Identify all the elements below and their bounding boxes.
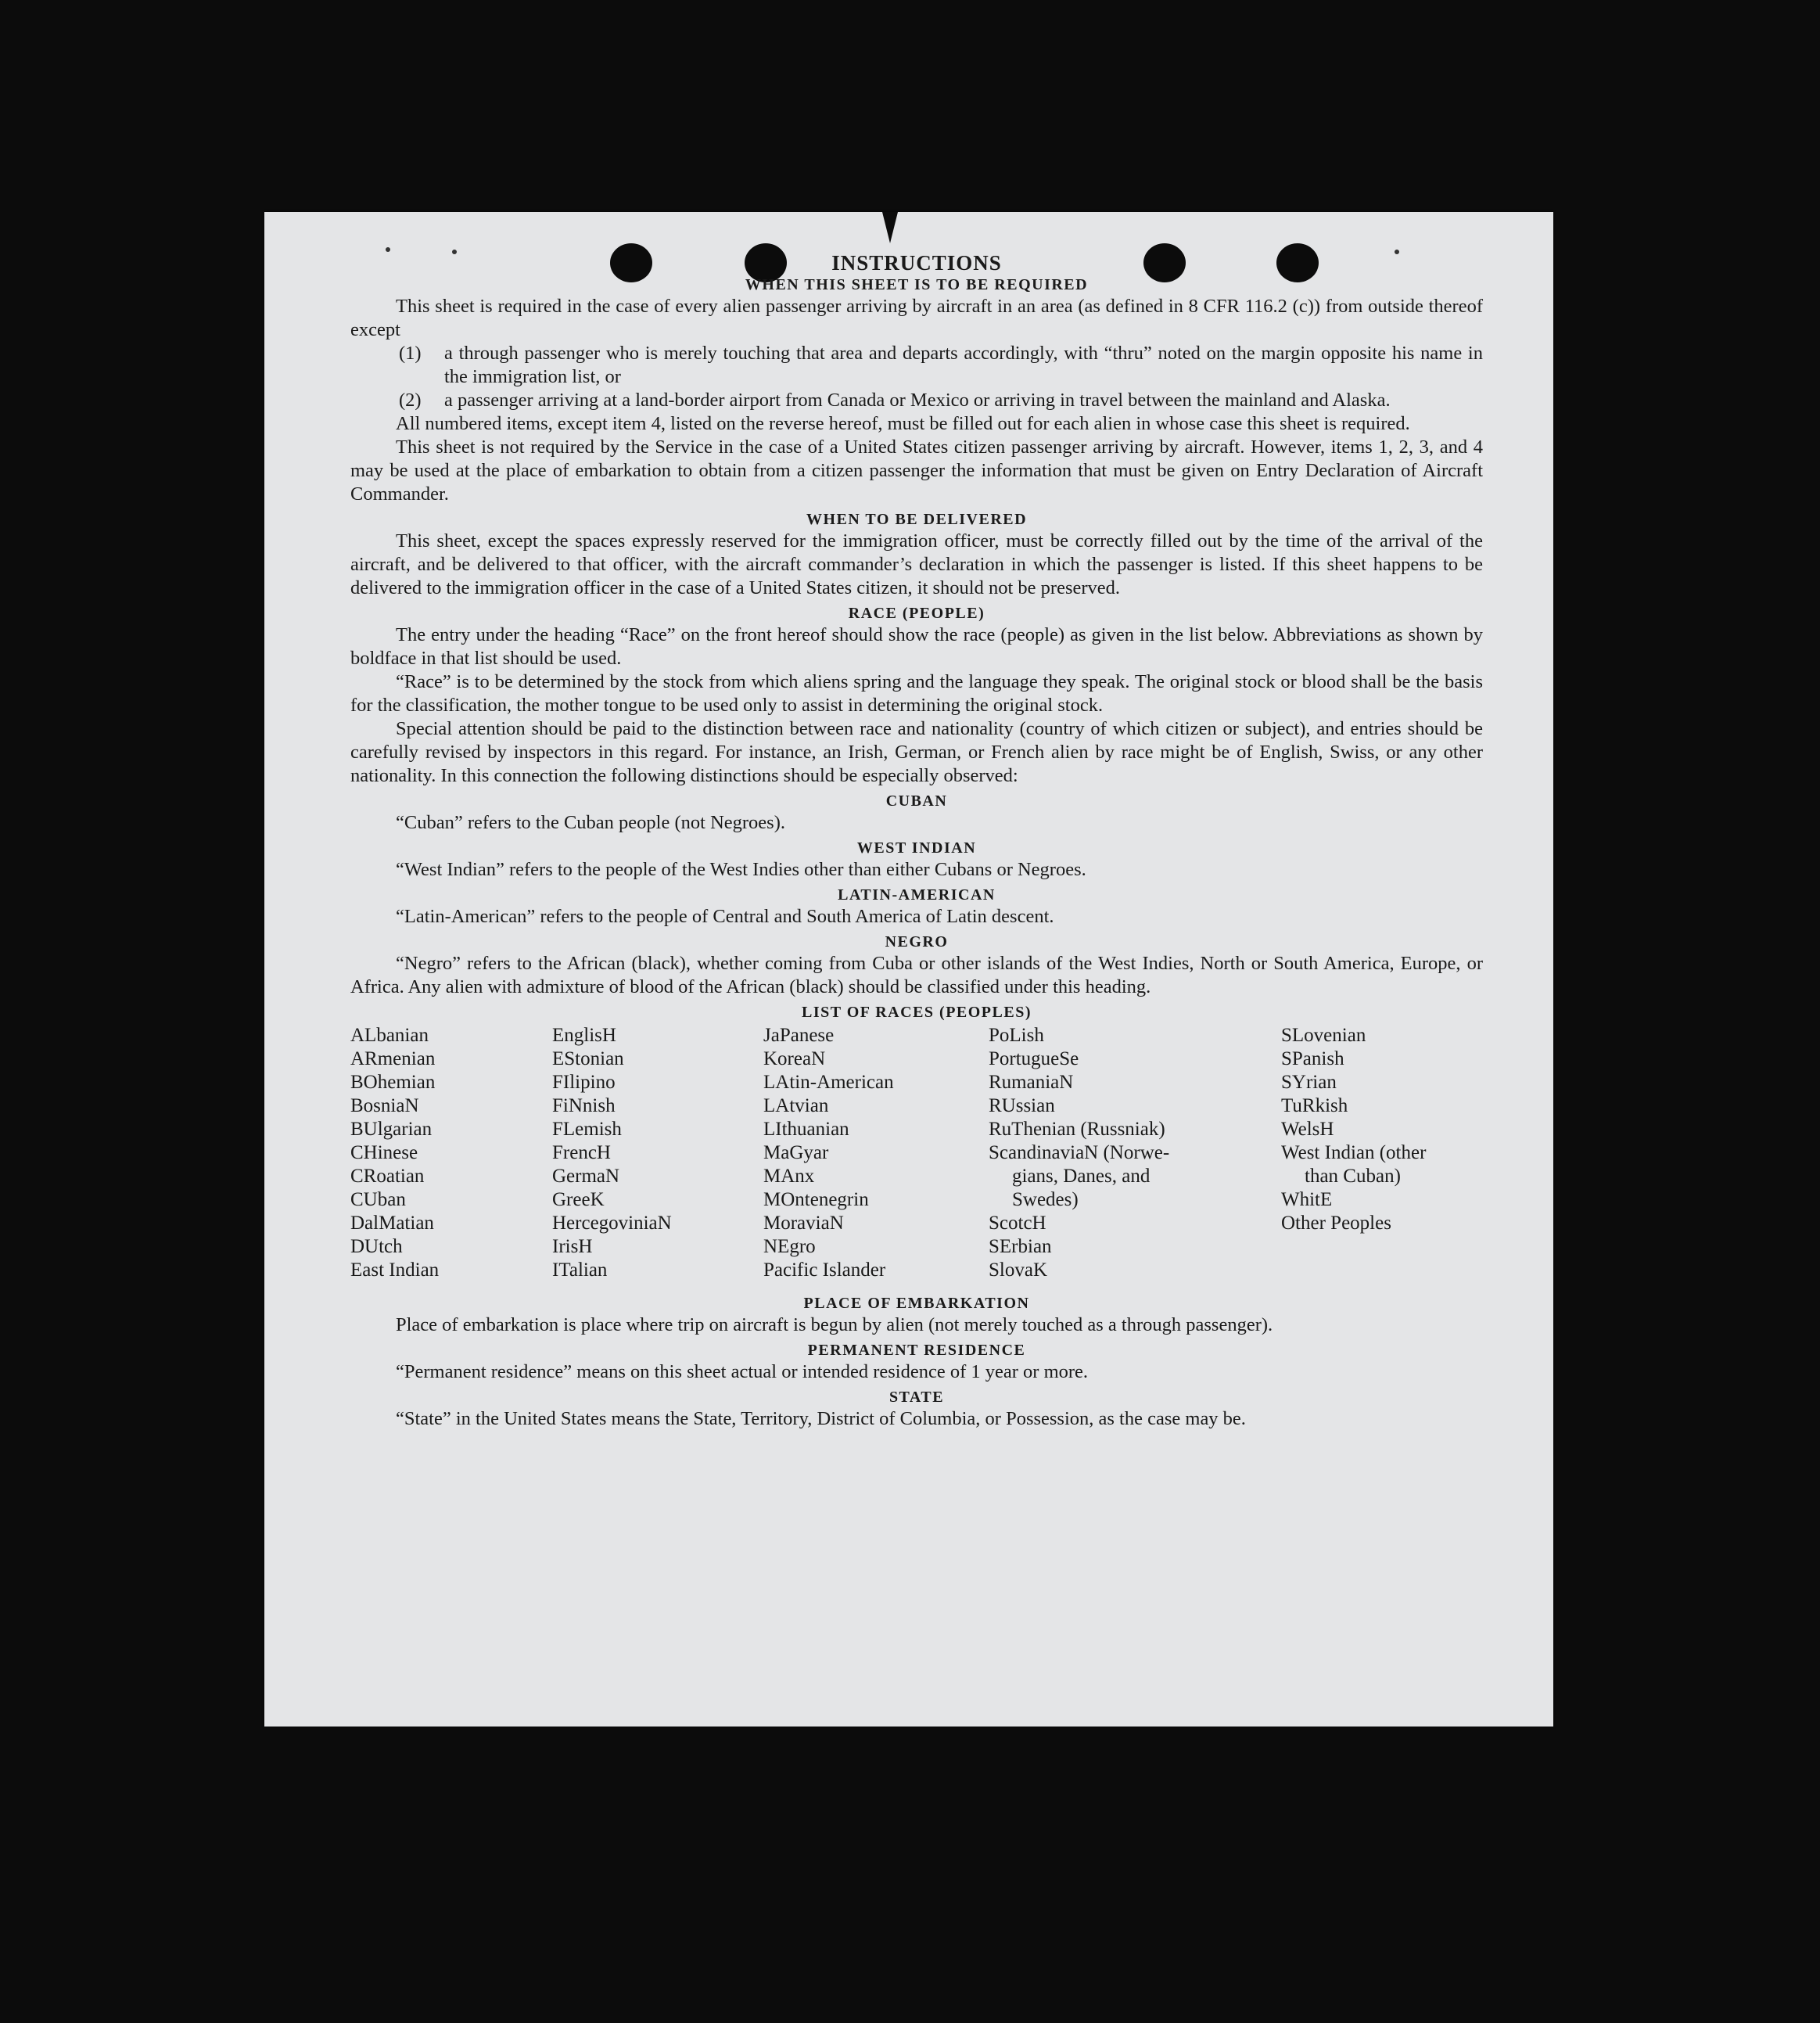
- paragraph-cuban: “Cuban” refers to the Cuban people (not Negroes).: [396, 812, 785, 833]
- race-item: GermaN: [552, 1166, 620, 1187]
- list-text: a through passenger who is merely touching that area and departs accordingly, with “thru” noted on the margin opposite his name in the immigration list, or: [444, 343, 1483, 387]
- race-item: HercegoviniaN: [552, 1213, 672, 1234]
- paragraph-embarkation: Place of embarkation is place where trip on aircraft is begun by alien (not merely touched as a through passenger).: [396, 1314, 1273, 1335]
- list-text: a passenger arriving at a land-border airport from Canada or Mexico or arriving in travel between the mainland and Alaska.: [444, 390, 1391, 411]
- race-item: RumaniaN: [989, 1072, 1074, 1093]
- race-item: PoLish: [989, 1025, 1044, 1046]
- race-item: Swedes): [1012, 1189, 1079, 1210]
- race-item: EStonian: [552, 1048, 624, 1069]
- heading-negro: NEGRO: [885, 933, 949, 950]
- race-item: BosniaN: [350, 1095, 419, 1116]
- race-item: ScandinaviaN (Norwe-: [989, 1142, 1170, 1163]
- heading-embarkation: PLACE OF EMBARKATION: [803, 1295, 1030, 1312]
- paragraph-negro: “Negro” refers to the African (black), whether coming from Cuba or other islands of the West Indies, North or South America, Europe, or Africa. Any alien with admixture of blood of the African (black) should be classified under this heading.: [350, 953, 1483, 997]
- race-item: KoreaN: [763, 1048, 826, 1069]
- race-item: East Indian: [350, 1259, 440, 1281]
- list-number: (1): [399, 343, 422, 364]
- races-column-2: [552, 1024, 672, 1282]
- paragraph-delivery: This sheet, except the spaces expressly reserved for the immigration officer, must be correctly filled out by the time of the arrival of the aircraft, and be delivered to that officer, with the aircraft commander’s declaration in which the passenger is listed. If this sheet happens to be delivered to the immigration officer in the case of a United States citizen, it should not be preserved.: [350, 530, 1483, 598]
- race-item: FLemish: [552, 1119, 622, 1140]
- race-item: MOntenegrin: [763, 1189, 869, 1210]
- race-item: West Indian (other: [1281, 1142, 1427, 1163]
- race-item: WhitE: [1281, 1189, 1333, 1210]
- race-item: SYrian: [1281, 1072, 1337, 1093]
- paragraph-west-indian: “West Indian” refers to the people of the West Indies other than either Cubans or Negroes.: [396, 859, 1086, 880]
- race-item: PortugueSe: [989, 1048, 1079, 1069]
- races-column-1: [350, 1024, 439, 1282]
- race-item: GreeK: [552, 1189, 605, 1210]
- heading-race: RACE (PEOPLE): [848, 605, 985, 622]
- race-item: FIlipino: [552, 1072, 616, 1093]
- race-item: SErbian: [989, 1236, 1052, 1257]
- race-item: MAnx: [763, 1166, 815, 1187]
- race-item: TuRkish: [1281, 1095, 1348, 1116]
- list-item-2: [399, 389, 1483, 412]
- race-item: IrisH: [552, 1236, 593, 1257]
- paragraph-race-entry: The entry under the heading “Race” on the front hereof should show the race (people) as given in the list below. Abbreviations as shown by boldface in that list should be used.: [350, 624, 1483, 669]
- race-item: RuThenian (Russniak): [989, 1119, 1165, 1140]
- instructions-content: [350, 250, 1483, 1431]
- heading-list-of-races: LIST OF RACES (PEOPLES): [801, 1004, 1032, 1021]
- race-item: DalMatian: [350, 1213, 434, 1234]
- paragraph-race-nationality: Special attention should be paid to the distinction between race and nationality (country of which citizen or subject), and entries should be carefully revised by inspectors in this regard. For instance, an Irish, German, or French alien by race might be of English, Swiss, or any other nationality. In this connection the following distinctions should be especially observed:: [350, 718, 1483, 786]
- race-item: LAtvian: [763, 1095, 829, 1116]
- race-item: SlovaK: [989, 1259, 1047, 1281]
- race-item: SLovenian: [1281, 1025, 1366, 1046]
- race-item: EnglisH: [552, 1025, 616, 1046]
- paragraph-race-definition: “Race” is to be determined by the stock from which aliens spring and the language they speak. The original stock or blood shall be the basis for the classification, the mother tongue to be used only to assist in determining the original stock.: [350, 671, 1483, 716]
- heading-west-indian: WEST INDIAN: [856, 839, 977, 857]
- race-item: JaPanese: [763, 1025, 835, 1046]
- race-item: CHinese: [350, 1142, 418, 1163]
- races-column-4: [989, 1024, 1223, 1282]
- paragraph-state: “State” in the United States means the State, Territory, District of Columbia, or Possession, as the case may be.: [396, 1408, 1246, 1429]
- races-column-3: [763, 1024, 894, 1282]
- race-item: gians, Danes, and: [1012, 1166, 1151, 1187]
- race-item: ARmenian: [350, 1048, 436, 1069]
- page-title: INSTRUCTIONS: [831, 251, 1002, 275]
- race-item: SPanish: [1281, 1048, 1344, 1069]
- race-item: NEgro: [763, 1236, 816, 1257]
- document-sheet: [264, 212, 1553, 1727]
- race-item: FrencH: [552, 1142, 611, 1163]
- heading-cuban: CUBAN: [885, 792, 948, 810]
- race-item: ALbanian: [350, 1025, 429, 1046]
- races-column-5: [1281, 1024, 1492, 1235]
- race-item: FiNnish: [552, 1095, 616, 1116]
- paragraph-permanent-residence: “Permanent residence” means on this sheet actual or intended residence of 1 year or more.: [396, 1361, 1089, 1382]
- heading-when-delivered: WHEN TO BE DELIVERED: [806, 511, 1028, 528]
- race-item: LAtin-American: [763, 1072, 894, 1093]
- list-item-1: [399, 342, 1483, 389]
- race-item: WelsH: [1281, 1119, 1334, 1140]
- paragraph-numbered-items: All numbered items, except item 4, listed on the reverse hereof, must be filled out for each alien in whose case this sheet is required.: [396, 413, 1410, 434]
- race-item: ScotcH: [989, 1213, 1046, 1234]
- paragraph-required-intro: This sheet is required in the case of every alien passenger arriving by aircraft in an area (as defined in 8 CFR 116.2 (c)) from outside thereof except: [350, 296, 1483, 340]
- race-item: Pacific Islander: [763, 1259, 886, 1281]
- race-item: BOhemian: [350, 1072, 436, 1093]
- race-item: MoraviaN: [763, 1213, 844, 1234]
- races-list: [350, 1024, 1483, 1290]
- paragraph-latin-american: “Latin-American” refers to the people of Central and South America of Latin descent.: [396, 906, 1054, 927]
- paragraph-not-required: This sheet is not required by the Service in the case of a United States citizen passenger arriving by aircraft. However, items 1, 2, 3, and 4 may be used at the place of embarkation to obtain from a citizen passenger the information that must be given on Entry Declaration of Aircraft Commander.: [350, 437, 1483, 505]
- race-item: BUlgarian: [350, 1119, 433, 1140]
- heading-state: STATE: [888, 1389, 945, 1406]
- race-item: MaGyar: [763, 1142, 829, 1163]
- heading-permanent-residence: PERMANENT RESIDENCE: [807, 1342, 1026, 1359]
- paper-tear: [882, 212, 898, 243]
- race-item: than Cuban): [1305, 1166, 1401, 1187]
- race-item: CUban: [350, 1189, 406, 1210]
- race-item: LIthuanian: [763, 1119, 849, 1140]
- heading-when-required: WHEN THIS SHEET IS TO BE REQUIRED: [745, 276, 1089, 293]
- race-item: Other Peoples: [1281, 1213, 1391, 1234]
- race-item: RUssian: [989, 1095, 1055, 1116]
- heading-latin-american: LATIN-AMERICAN: [838, 886, 996, 904]
- race-item: ITalian: [552, 1259, 608, 1281]
- race-item: DUtch: [350, 1236, 403, 1257]
- list-number: (2): [399, 390, 422, 411]
- race-item: CRoatian: [350, 1166, 425, 1187]
